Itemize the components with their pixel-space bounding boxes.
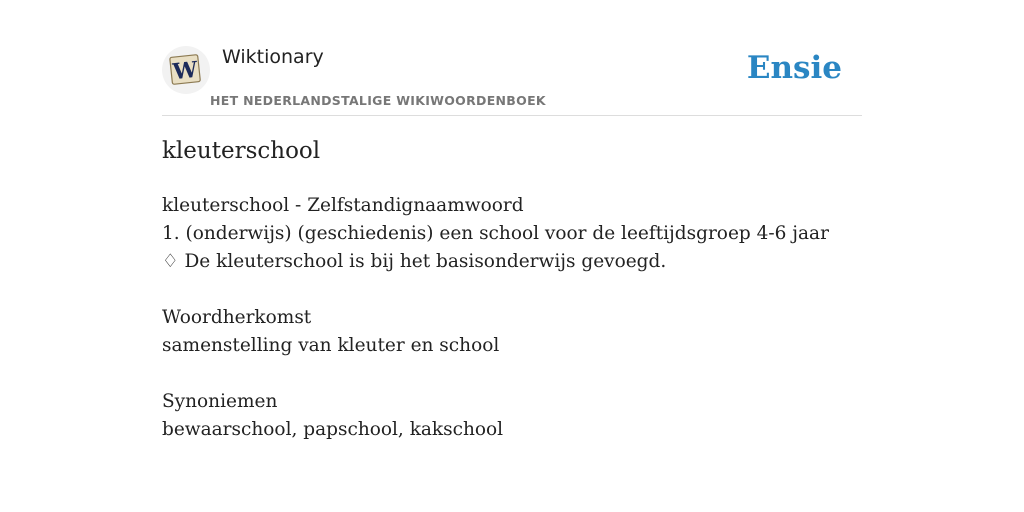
entry-line-etymology: samenstelling van kleuter en school — [162, 335, 500, 356]
site-subtitle: HET NEDERLANDSTALIGE WIKIWOORDENBOEK — [210, 93, 546, 108]
entry-line-synonyms: bewaarschool, papschool, kakschool — [162, 419, 504, 440]
header — [162, 0, 862, 116]
svg-text:W: W — [171, 56, 199, 86]
site-title[interactable]: Wiktionary — [222, 46, 324, 68]
entry-line-definition: 1. (onderwijs) (geschiedenis) een school voor de leeftijdsgroep 4-6 jaar — [162, 223, 829, 244]
entry-line-etymology-heading: Woordherkomst — [162, 307, 312, 328]
w-tile-icon — [168, 53, 204, 87]
entry-line-headword: kleuterschool - Zelfstandignaamwoord — [162, 195, 524, 216]
entry-title: kleuterschool — [162, 138, 321, 164]
entry-line-example: ♢ De kleuterschool is bij het basisonderwijs gevoegd. — [162, 251, 667, 272]
entry-card — [162, 0, 862, 440]
entry-line-synonyms-heading: Synoniemen — [162, 391, 278, 412]
entry-line-blank — [162, 276, 829, 304]
wiktionary-logo-icon — [162, 46, 210, 94]
entry-body — [162, 192, 829, 444]
entry-line-blank — [162, 360, 829, 388]
ensie-brand-link[interactable]: Ensie — [746, 50, 842, 86]
